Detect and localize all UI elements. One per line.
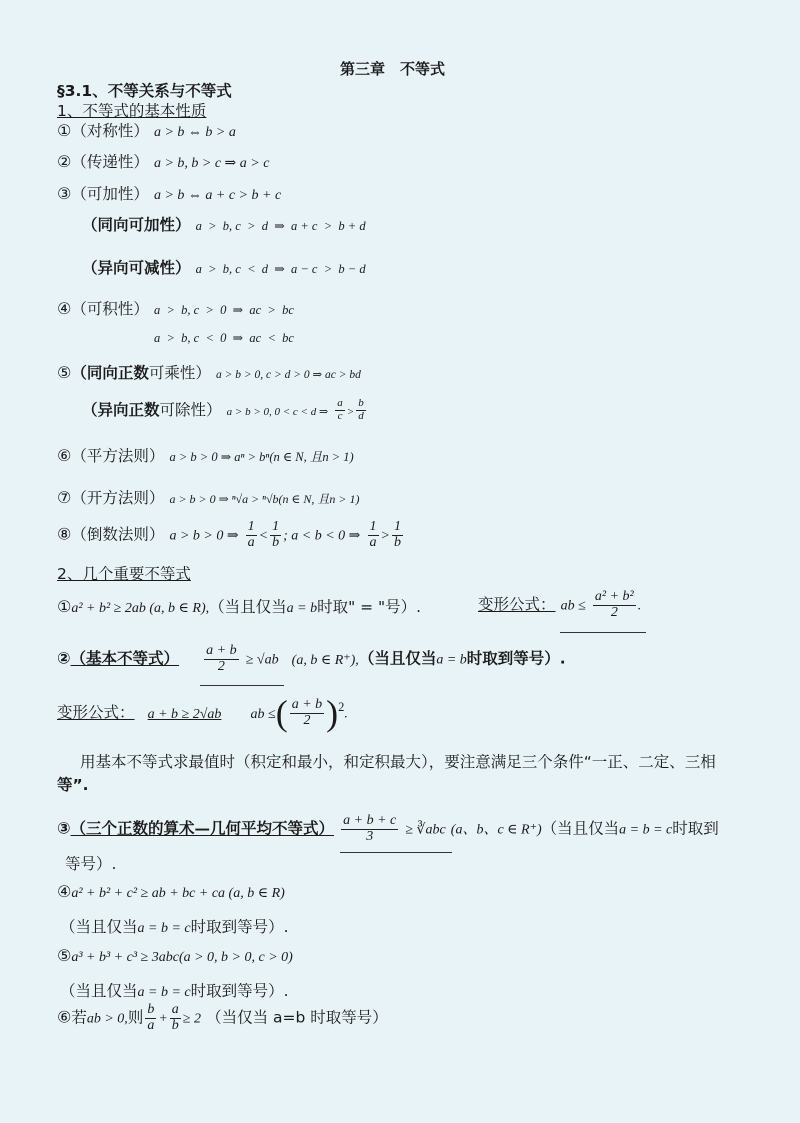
- property-label: （同向: [71, 364, 118, 382]
- denominator: a: [147, 1017, 155, 1033]
- property-label-bold: 正数: [117, 364, 149, 382]
- property-label: （可加性）: [71, 185, 149, 203]
- condition-text: 时取到等号）.: [466, 649, 566, 668]
- condition-text: （当且仅当: [358, 649, 437, 668]
- property-square-rule: [57, 444, 354, 466]
- condition-text: 时取到等号）.: [190, 982, 289, 1000]
- inequality-3-am-gm: [57, 814, 719, 844]
- property-same-direction-addition: [82, 213, 366, 235]
- numerator: 1: [369, 519, 377, 534]
- formula: a > b > 0 ⇒ aⁿ > bⁿ(n ∈ N, 且n > 1): [169, 450, 354, 464]
- formula: a = b: [286, 601, 318, 616]
- denominator: b: [393, 534, 401, 550]
- property-label-tail: 可乘性）: [148, 364, 211, 382]
- item-number: ①: [57, 597, 72, 616]
- right-paren: ): [326, 693, 339, 733]
- fraction: [368, 520, 379, 550]
- property-label-bold: 正数: [128, 401, 160, 419]
- item-number: ⑥: [57, 446, 72, 465]
- condition-text: （当且仅当: [541, 819, 620, 838]
- denominator: 2: [610, 604, 618, 620]
- basic-inequality-note-line1: [80, 750, 716, 772]
- punctuation: .: [344, 706, 348, 722]
- underline: [200, 685, 284, 686]
- denominator: 3: [366, 828, 374, 844]
- fraction: [145, 1003, 156, 1033]
- fraction: [392, 520, 403, 550]
- item-number: ⑦: [57, 488, 72, 507]
- condition-text: 时取到等号）.: [190, 918, 289, 936]
- fraction: [246, 520, 257, 550]
- item-number: ④: [57, 882, 72, 901]
- formula: a > b > 0, c > d > 0 ⇒ ac > bd: [215, 369, 361, 381]
- subheading-properties: 1、不等式的基本性质: [57, 102, 207, 120]
- numerator: a + b: [291, 696, 323, 712]
- formula: a > b, c > 0 ⇒ ac > bc: [153, 303, 294, 317]
- property-label: （异向可减性）: [82, 259, 191, 277]
- fraction: [335, 398, 345, 422]
- inequality-label: （基本不等式）: [70, 649, 180, 668]
- fraction: [170, 1003, 181, 1033]
- punctuation: .: [637, 598, 642, 614]
- formula: ab ≤: [560, 598, 586, 614]
- underline: [560, 632, 646, 633]
- property-label: （同向可加性）: [82, 216, 191, 234]
- item-number: ⑤: [57, 363, 72, 382]
- formula: a² + b² + c² ≥ ab + bc + ca (a, b ∈ R): [71, 886, 285, 901]
- inequality-3-tail: 等号）.: [65, 855, 117, 873]
- condition-text: 则: [127, 1008, 144, 1027]
- operator: >: [346, 406, 355, 418]
- property-label: （对称性）: [71, 122, 149, 140]
- variant-label: 变形公式：: [57, 703, 135, 722]
- variant-label: 变形公式：: [478, 595, 556, 614]
- section-title: §3.1、不等关系与不等式: [57, 82, 232, 100]
- left-paren: (: [275, 693, 288, 733]
- formula: ab ≤: [250, 706, 276, 722]
- formula: ≥ ∛abc: [405, 822, 446, 838]
- fraction: [270, 520, 281, 550]
- formula: a = b = c: [619, 822, 673, 838]
- inequality-5: [57, 946, 293, 966]
- formula-negative-multiplier: a > b, c < 0 ⇒ ac < bc: [154, 331, 294, 345]
- item-number: ⑧: [57, 524, 72, 544]
- denominator: a: [247, 534, 255, 550]
- property-label: （可积性）: [71, 300, 149, 318]
- fraction: [356, 398, 366, 422]
- condition-text: 时取" = "号）.: [317, 598, 422, 616]
- formula: a > b, c < d ⇒ a − c > b − d: [195, 262, 366, 276]
- denominator: 2: [303, 712, 311, 728]
- formula: ≥ 2: [182, 1011, 201, 1027]
- numerator: a: [337, 397, 343, 410]
- formula: ; a < b < 0 ⇒: [283, 528, 361, 544]
- denominator: 2: [217, 658, 225, 674]
- formula: a³ + b³ + c³ ≥ 3abc(a > 0, b > 0, c > 0): [71, 950, 293, 965]
- formula: ab > 0,: [86, 1011, 128, 1027]
- formula: a > b > 0, 0 < c < d ⇒: [226, 406, 329, 418]
- denominator: b: [171, 1017, 179, 1033]
- item-number: ②: [57, 648, 71, 668]
- numerator: b: [358, 397, 364, 410]
- property-label-tail: 可除性）: [159, 401, 222, 419]
- property-label: （传递性）: [71, 153, 149, 171]
- item-number: ⑤: [57, 946, 72, 965]
- inequality-6: [57, 1003, 388, 1033]
- item-number: ③: [57, 818, 71, 838]
- inequality-5-condition: [60, 979, 289, 1001]
- basic-inequality-note-line2: 等”.: [57, 776, 89, 794]
- property-label: （平方法则）: [71, 447, 165, 465]
- property-label: （异向: [82, 401, 129, 419]
- formula: a = b = c: [137, 985, 191, 1000]
- inequality-label: （三个正数的算术—几何平均不等式）: [70, 819, 335, 838]
- underline: [340, 852, 452, 853]
- condition-text: 时取到: [672, 819, 719, 838]
- item-number: ③: [57, 184, 72, 203]
- item-number: ①: [57, 121, 72, 140]
- formula: a > b ⇔ a + c > b + c: [153, 188, 282, 203]
- property-transitivity: [57, 150, 269, 172]
- formula: a = b: [436, 652, 467, 668]
- denominator: a: [369, 534, 377, 550]
- property-reciprocal-rule: [57, 520, 405, 550]
- inequality-4-condition: [60, 915, 289, 937]
- item-number: ⑥: [57, 1007, 72, 1027]
- operator: >: [380, 528, 390, 544]
- numerator: a + b: [206, 643, 237, 658]
- fraction: [593, 590, 636, 620]
- denominator: c: [337, 410, 343, 422]
- numerator: b: [147, 1002, 155, 1017]
- property-label: （倒数法则）: [71, 525, 165, 544]
- condition-text: （当且仅当: [209, 598, 287, 616]
- formula: a² + b² ≥ 2ab (a, b ∈ R),: [71, 601, 210, 616]
- property-symmetry: [57, 119, 236, 141]
- condition-text: （当且仅当: [60, 982, 138, 1000]
- numerator: a: [171, 1002, 179, 1017]
- operator: +: [158, 1011, 168, 1027]
- numerator: a + b + c: [343, 813, 397, 828]
- property-root-rule: [57, 486, 360, 508]
- condition-text: （当且仅当: [60, 918, 138, 936]
- inequality-2-basic: [57, 644, 566, 674]
- inequality-2-variant: [57, 695, 348, 731]
- property-positive-division: [82, 398, 368, 423]
- property-label: （开方法则）: [71, 489, 165, 507]
- property-positive-multiplication: [57, 361, 361, 383]
- condition-text: 若: [71, 1008, 87, 1027]
- subheading-important-inequalities: 2、几个重要不等式: [57, 565, 191, 583]
- formula: a > b ⇔ b > a: [153, 125, 236, 140]
- operator: <: [258, 528, 269, 544]
- item-number: ④: [57, 299, 72, 318]
- denominator: d: [358, 410, 364, 422]
- formula: (a、b、c ∈ R⁺): [450, 822, 542, 838]
- inequality-1: [57, 595, 421, 617]
- fraction: [204, 644, 238, 674]
- numerator: 1: [247, 519, 255, 534]
- fraction: [341, 814, 398, 844]
- fraction: [290, 698, 324, 728]
- formula: a = b = c: [137, 921, 191, 936]
- formula: a > b, c > d ⇒ a + c > b + d: [195, 219, 366, 233]
- property-additivity: [57, 182, 281, 204]
- numerator: a² + b²: [594, 589, 634, 604]
- item-number: ②: [57, 152, 72, 171]
- property-multiplicativity: [57, 297, 294, 319]
- condition-text: （当仅当 a=b 时取等号）: [206, 1008, 388, 1027]
- exponent: 2: [338, 700, 345, 715]
- inequality-4: [57, 882, 285, 902]
- chapter-title: 第三章 不等式: [340, 60, 446, 78]
- numerator: 1: [393, 519, 401, 534]
- formula: (a, b ∈ R⁺),: [291, 652, 359, 668]
- property-opposite-subtraction: [82, 256, 366, 278]
- denominator: b: [272, 534, 280, 550]
- formula: ≥ √ab: [245, 652, 279, 668]
- formula: a > b > 0 ⇒: [169, 528, 239, 544]
- inequality-1-variant: [478, 590, 641, 620]
- formula: a > b, b > c ⇒ a > c: [153, 156, 270, 171]
- formula: a + b ≥ 2√ab: [147, 706, 222, 722]
- numerator: 1: [272, 519, 280, 534]
- note-text: 用基本不等式求最值时（积定和最小，和定积最大），要注意满足三个条件“一正、二定、三相: [80, 753, 716, 771]
- formula: a > b > 0 ⇒ ⁿ√a > ⁿ√b(n ∈ N, 且n > 1): [169, 492, 360, 506]
